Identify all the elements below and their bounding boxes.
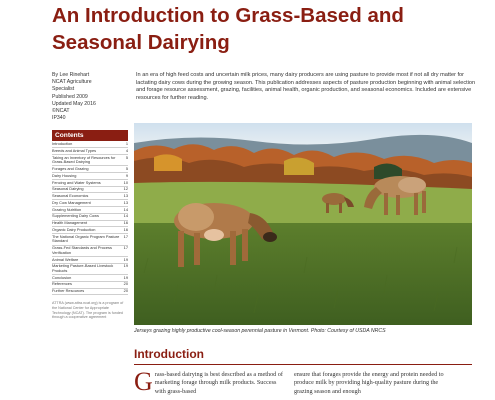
- toc-item-label: Fencing and Water Systems: [52, 179, 101, 185]
- toc-item-page: 17: [123, 233, 128, 239]
- body-text-1: rass-based dairying is best described as a method of marketing forage through milk products. Success with grass-based: [154, 371, 283, 395]
- toc-item[interactable]: [52, 148, 128, 155]
- toc-item-label: Grazing Nutrition: [52, 206, 82, 212]
- toc-item[interactable]: [52, 289, 128, 296]
- toc-item-label: Taking an Inventory of Resources for Grass-Based Dairying: [52, 154, 116, 165]
- contents-header: Contents: [52, 130, 128, 141]
- toc-item-label: Animal Welfare: [52, 256, 79, 262]
- toc-item-label: Dry Cow Management: [52, 199, 91, 205]
- toc-item-page: 1: [125, 141, 128, 147]
- toc-item-label: Organic Dairy Production: [52, 226, 96, 232]
- toc-item-page: 17: [123, 245, 128, 251]
- toc-item-label: Introduction: [52, 141, 73, 147]
- cover-photo: [134, 123, 472, 325]
- toc-item-page: 20: [123, 288, 128, 294]
- toc-item-label: Grass-Fed Standards and Process Verification: [52, 245, 112, 255]
- published-date: Published 2009: [52, 93, 88, 100]
- toc-item-label: The National Organic Program Pasture Standard: [52, 233, 120, 244]
- author: By Lee Rinehart: [52, 72, 90, 78]
- toc-item-label: Seasonal Economics: [52, 193, 89, 199]
- sidebar: [52, 72, 128, 320]
- body-column-2: [294, 371, 444, 396]
- toc-item-page: 14: [123, 213, 128, 219]
- toc-item-page: 19: [123, 256, 128, 262]
- toc-item-page: 19: [123, 274, 128, 280]
- abstract: In an era of high feed costs and uncertain milk prices, many dairy producers are using pasture to provide most if not all dry matter for lactating dairy cows during the growing season. This publication addresses aspects of pasture production beginning with animal selection and forage resource assessment, grazing, facilities, animal health, organic production, and seasonal economics. Included are extensive resources for further reading.: [136, 72, 476, 102]
- toc-item-label: Dairy Housing: [52, 172, 77, 178]
- toc-item-page: 13: [123, 193, 128, 199]
- publication-code: IP340: [52, 115, 66, 122]
- toc-item-label: Conclusion: [52, 274, 72, 280]
- section-rule: [134, 364, 472, 365]
- toc-item-label: Breeds and Animal Types: [52, 147, 97, 153]
- toc-item-page: 9: [125, 172, 128, 178]
- toc-item-label: Seasonal Dairying: [52, 186, 84, 192]
- body-text-2: ensure that forages provide the energy and protein needed to produce milk by providing high-quality pasture during the grazing season and enough: [294, 371, 444, 395]
- toc-item-page: 20: [123, 281, 128, 287]
- toc-item-page: 4: [125, 147, 128, 153]
- affiliation-line-2: Specialist: [52, 86, 75, 93]
- toc-item[interactable]: [52, 173, 128, 180]
- drop-cap: G: [134, 367, 153, 396]
- toc-item-label: Forages and Grazing: [52, 165, 89, 171]
- toc-item[interactable]: [52, 155, 128, 166]
- updated-date: Updated May 2016: [52, 100, 96, 107]
- byline: [52, 72, 128, 122]
- attra-note: ATTRA (www.attra.ncat.org) is a program of the National Center for Appropriate Technology (NCAT). The program is funded through a cooperative agreement: [52, 301, 124, 320]
- toc-item-label: Further Resources: [52, 288, 85, 294]
- toc-item[interactable]: [52, 246, 128, 257]
- photo-caption: Jerseys grazing highly productive cool-season perennial pasture in Vermont. Photo: Courtesy of USDA NRCS: [134, 328, 386, 334]
- toc-item-page: 14: [123, 206, 128, 212]
- toc-item-page: 5: [125, 165, 128, 171]
- toc-item-label: Health Management: [52, 220, 88, 226]
- toc-item[interactable]: [52, 264, 128, 275]
- page-title: An Introduction to Grass-Based and Seasonal Dairying: [52, 4, 404, 54]
- toc-item-page: 12: [123, 186, 128, 192]
- toc-item-page: 5: [125, 154, 128, 160]
- copyright: ©NCAT: [52, 108, 70, 115]
- body-column-1: [134, 367, 284, 396]
- toc-item-page: 16: [123, 220, 128, 226]
- table-of-contents: [52, 141, 128, 295]
- introduction-heading: Introduction: [134, 347, 204, 361]
- toc-item-page: 10: [123, 179, 128, 185]
- toc-item-page: 19: [123, 263, 128, 269]
- toc-item-label: References: [52, 281, 72, 287]
- affiliation-line-1: NCAT Agriculture: [52, 79, 92, 86]
- toc-item-label: Supplementing Dairy Cows: [52, 213, 99, 219]
- toc-item-label: Marketing Pasture-Based Livestock Products: [52, 263, 114, 273]
- toc-item-page: 16: [123, 226, 128, 232]
- toc-item[interactable]: [52, 234, 128, 245]
- pasture-photo-illustration: [134, 123, 472, 325]
- toc-item-page: 13: [123, 199, 128, 205]
